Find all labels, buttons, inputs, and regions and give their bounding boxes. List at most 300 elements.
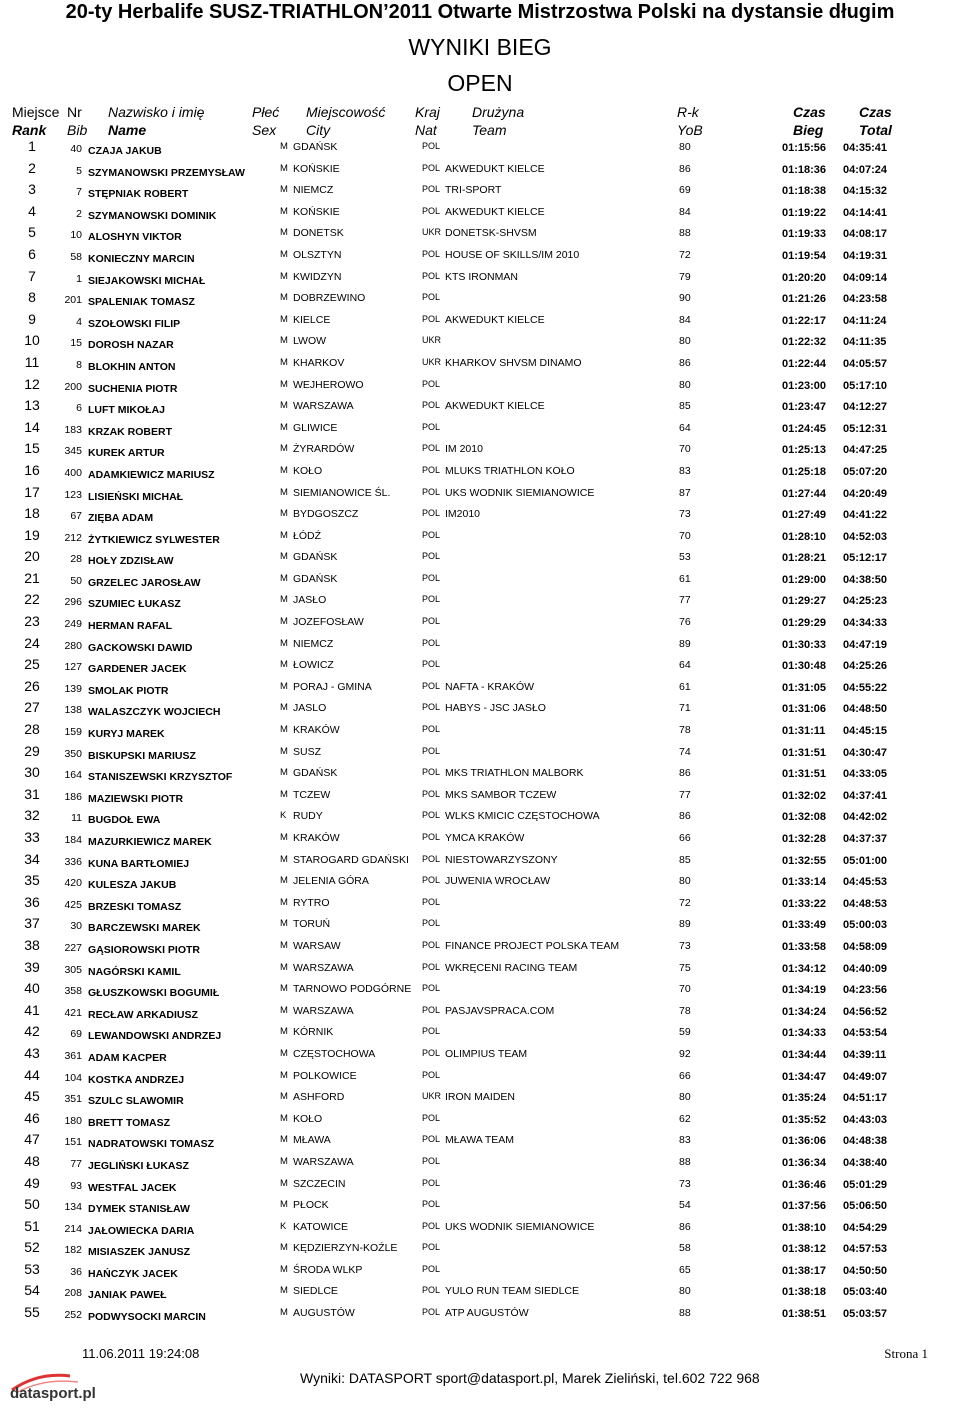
cell-city: MŁAWA: [293, 1134, 331, 1147]
cell-total: 04:23:56: [843, 984, 888, 997]
cell-nat: POL: [422, 810, 441, 821]
cell-name: GŁUSZKOWSKI BOGUMIŁ: [88, 987, 220, 1000]
cell-bieg: 01:36:34: [782, 1156, 827, 1169]
cell-city: KOŁO: [293, 464, 323, 477]
cell-bieg: 01:30:48: [782, 660, 827, 673]
cell-yob: 80: [679, 875, 691, 888]
cell-bib: 77: [70, 1157, 82, 1170]
cell-rank: 47: [24, 1131, 40, 1148]
cell-rank: 13: [24, 397, 40, 414]
cell-total: 05:01:29: [843, 1178, 888, 1191]
cell-nat: UKR: [422, 227, 442, 238]
header-city-pl: Miejscowość: [306, 104, 386, 120]
table-row: [0, 139, 960, 161]
cell-total: 04:58:09: [843, 940, 888, 953]
cell-total: 04:50:50: [843, 1264, 888, 1277]
cell-city: KRAKÓW: [293, 832, 340, 844]
cell-total: 04:09:14: [843, 271, 888, 284]
cell-rank: 45: [24, 1088, 40, 1105]
cell-rank: 2: [28, 159, 36, 176]
cell-bib: 186: [64, 790, 82, 803]
cell-sex: M: [280, 767, 288, 779]
cell-city: ASHFORD: [293, 1091, 345, 1104]
cell-rank: 24: [24, 634, 40, 651]
cell-rank: 30: [24, 764, 40, 781]
cell-name: GRZELEC JAROSŁAW: [88, 576, 201, 589]
cell-team: MLUKS TRIATHLON KOŁO: [445, 464, 575, 477]
cell-sex: M: [280, 896, 288, 908]
cell-bieg: 01:20:20: [782, 271, 827, 284]
cell-rank: 7: [28, 267, 36, 284]
cell-sex: M: [280, 637, 288, 649]
cell-team: TRI-SPORT: [445, 184, 502, 197]
cell-name: BRETT TOMASZ: [88, 1116, 171, 1129]
cell-sex: M: [280, 1285, 288, 1297]
cell-name: CZAJA JAKUB: [88, 145, 162, 157]
cell-rank: 16: [24, 461, 40, 478]
cell-city: NIEMCZ: [293, 184, 334, 197]
cell-yob: 86: [679, 810, 691, 823]
cell-team: AKWEDUKT KIELCE: [445, 205, 545, 218]
cell-bib: 280: [64, 639, 82, 652]
cell-team: MKS TRIATHLON MALBORK: [445, 767, 584, 780]
cell-nat: POL: [422, 248, 441, 259]
cell-total: 04:39:11: [843, 1048, 887, 1061]
table-row: [0, 571, 960, 593]
header-yob-pl: R-k: [677, 104, 699, 120]
cell-bieg: 01:30:33: [782, 638, 827, 651]
cell-sex: M: [280, 983, 288, 995]
cell-rank: 27: [24, 699, 40, 716]
cell-nat: POL: [422, 1026, 441, 1037]
results-credit: Wyniki: DATASPORT sport@datasport.pl, Marek Zieliński, tel.602 722 968: [300, 1370, 760, 1386]
cell-name: SUCHENIA PIOTR: [88, 382, 178, 395]
cell-city: OLSZTYN: [293, 248, 342, 261]
cell-sex: M: [280, 1004, 288, 1016]
table-row: [0, 614, 960, 636]
cell-city: ŻYRARDÓW: [293, 443, 355, 456]
cell-yob: 66: [679, 1069, 691, 1082]
header-name: [108, 103, 204, 139]
cell-city: GDAŃSK: [293, 767, 338, 780]
cell-yob: 64: [679, 421, 691, 434]
cell-rank: 1: [28, 138, 36, 154]
cell-bieg: 01:38:12: [782, 1243, 827, 1256]
cell-yob: 65: [679, 1263, 691, 1276]
cell-name: JANIAK PAWEŁ: [88, 1289, 167, 1302]
cell-sex: M: [280, 141, 288, 152]
cell-bieg: 01:32:55: [782, 854, 827, 867]
cell-total: 04:15:32: [843, 185, 888, 198]
header-city: [306, 103, 385, 139]
cell-name: PODWYSOCKI MARCIN: [88, 1311, 206, 1324]
cell-rank: 4: [28, 202, 36, 219]
cell-nat: POL: [422, 853, 441, 864]
cell-rank: 49: [24, 1174, 40, 1191]
table-row: [0, 1068, 960, 1090]
cell-yob: 92: [679, 1047, 691, 1060]
cell-team: AKWEDUKT KIELCE: [445, 400, 545, 413]
header-bib-en: Bib: [67, 122, 88, 138]
cell-city: JELENIA GÓRA: [293, 875, 369, 888]
cell-bib: 201: [64, 294, 82, 307]
cell-bieg: 01:32:08: [782, 811, 827, 824]
cell-bib: 425: [64, 898, 82, 911]
cell-nat: POL: [422, 313, 441, 324]
cell-bieg: 01:36:06: [782, 1135, 827, 1148]
cell-yob: 70: [679, 443, 691, 456]
cell-bib: 208: [64, 1287, 82, 1300]
cell-total: 05:06:50: [843, 1200, 888, 1213]
cell-city: WARSZAWA: [293, 1155, 354, 1168]
cell-team: HOUSE OF SKILLS/IM 2010: [445, 248, 580, 261]
cell-city: AUGUSTÓW: [293, 1307, 355, 1320]
cell-city: KOŁO: [293, 1112, 323, 1125]
cell-sex: M: [280, 1307, 288, 1319]
cell-sex: M: [280, 443, 288, 455]
cell-yob: 75: [679, 961, 691, 974]
cell-rank: 25: [24, 656, 40, 673]
table-row: [0, 636, 960, 658]
cell-bieg: 01:35:24: [782, 1092, 827, 1105]
cell-nat: POL: [422, 464, 441, 475]
cell-yob: 59: [679, 1026, 691, 1039]
cell-bib: 350: [64, 747, 82, 760]
cell-nat: POL: [422, 983, 441, 994]
cell-total: 04:52:03: [843, 530, 888, 543]
cell-yob: 76: [679, 616, 691, 629]
cell-bib: 5: [76, 164, 82, 177]
cell-nat: POL: [422, 594, 441, 605]
cell-total: 04:40:09: [843, 962, 888, 975]
cell-sex: M: [280, 292, 288, 304]
header-team: [472, 103, 524, 139]
cell-bieg: 01:29:29: [782, 617, 827, 630]
cell-nat: POL: [422, 529, 441, 540]
cell-city: GDAŃSK: [293, 551, 338, 564]
cell-sex: M: [280, 961, 288, 973]
cell-nat: POL: [422, 745, 441, 756]
cell-nat: POL: [422, 961, 441, 972]
header-yob-en: YoB: [677, 122, 703, 138]
table-row: [0, 1197, 960, 1219]
cell-bib: 400: [64, 466, 82, 479]
cell-sex: M: [280, 205, 288, 217]
cell-name: LEWANDOWSKI ANDRZEJ: [88, 1030, 222, 1043]
cell-bib: 361: [64, 1049, 82, 1062]
cell-nat: POL: [422, 1263, 441, 1274]
table-row: [0, 938, 960, 960]
cell-total: 04:48:38: [843, 1135, 888, 1148]
cell-yob: 78: [679, 724, 691, 737]
cell-name: MAZURKIEWICZ MAREK: [88, 836, 212, 848]
cell-city: GLIWICE: [293, 421, 338, 434]
table-row: [0, 1132, 960, 1154]
cell-bieg: 01:31:05: [782, 681, 827, 694]
cell-rank: 6: [28, 245, 36, 262]
table-row: [0, 722, 960, 744]
cell-nat: POL: [422, 659, 441, 670]
cell-total: 04:45:53: [843, 876, 888, 889]
cell-bib: 305: [64, 963, 82, 976]
header-bib: [67, 103, 87, 139]
cell-nat: POL: [422, 141, 441, 151]
cell-bib: 252: [64, 1309, 82, 1322]
header-total-pl: Czas: [859, 104, 892, 120]
header-sex: [252, 103, 279, 139]
cell-nat: POL: [422, 378, 441, 389]
cell-sex: M: [280, 702, 288, 714]
cell-nat: POL: [422, 1199, 441, 1210]
cell-name: LISIEŃSKI MICHAŁ: [88, 490, 184, 503]
cell-rank: 38: [24, 936, 40, 953]
cell-name: STĘPNIAK ROBERT: [88, 188, 189, 201]
cell-nat: POL: [422, 1004, 441, 1015]
cell-team: YULO RUN TEAM SIEDLCE: [445, 1285, 580, 1298]
cell-total: 05:00:03: [843, 919, 888, 932]
cell-nat: POL: [422, 1155, 441, 1166]
cell-name: GĄSIOROWSKI PIOTR: [88, 943, 201, 956]
cell-bieg: 01:22:17: [782, 314, 827, 327]
cell-yob: 61: [679, 680, 691, 693]
cell-bib: 93: [70, 1179, 82, 1192]
cell-nat: UKR: [422, 1091, 442, 1102]
cell-total: 04:49:07: [843, 1070, 888, 1083]
cell-bieg: 01:22:44: [782, 357, 827, 370]
cell-name: JEGLIŃSKI ŁUKASZ: [88, 1159, 189, 1172]
cell-total: 05:07:20: [843, 465, 888, 478]
table-row: [0, 1219, 960, 1241]
cell-sex: M: [280, 313, 288, 325]
cell-rank: 22: [24, 591, 40, 608]
cell-bib: 138: [64, 704, 82, 717]
cell-rank: 55: [24, 1304, 40, 1321]
cell-yob: 73: [679, 1177, 691, 1190]
cell-yob: 72: [679, 896, 691, 909]
cell-city: WARSZAWA: [293, 400, 354, 413]
header-name-en: Name: [108, 122, 147, 138]
cell-bib: 139: [64, 682, 82, 695]
cell-bib: 4: [76, 315, 82, 328]
cell-nat: POL: [422, 918, 441, 929]
cell-name: KONIECZNY MARCIN: [88, 252, 195, 265]
cell-total: 05:12:31: [843, 422, 888, 435]
cell-rank: 39: [24, 958, 40, 975]
cell-yob: 73: [679, 508, 691, 521]
table-row: [0, 441, 960, 463]
cell-total: 04:19:31: [843, 249, 888, 262]
cell-bieg: 01:29:27: [782, 595, 827, 608]
cell-bib: 11: [71, 812, 82, 825]
cell-sex: M: [280, 184, 288, 196]
cell-city: GDAŃSK: [293, 141, 338, 153]
cell-yob: 80: [679, 1091, 691, 1104]
cell-name: DYMEK STANISŁAW: [88, 1203, 190, 1216]
cell-yob: 88: [679, 227, 691, 240]
cell-rank: 40: [24, 980, 40, 997]
cell-total: 04:53:54: [843, 1027, 888, 1040]
cell-bieg: 01:24:45: [782, 422, 827, 435]
cell-name: SZOŁOWSKI FILIP: [88, 317, 181, 330]
cell-total: 05:03:40: [843, 1286, 888, 1299]
cell-bib: 249: [64, 618, 82, 631]
cell-total: 04:45:15: [843, 725, 888, 738]
cell-yob: 86: [679, 1220, 691, 1233]
cell-sex: M: [280, 270, 288, 282]
cell-bib: 151: [64, 1136, 82, 1149]
table-row: [0, 1176, 960, 1198]
cell-total: 04:05:57: [843, 357, 888, 370]
cell-rank: 33: [24, 829, 40, 845]
cell-nat: POL: [422, 680, 441, 691]
cell-rank: 14: [24, 418, 40, 435]
header-name-pl: Nazwisko i imię: [108, 104, 205, 120]
cell-city: SIEDLCE: [293, 1285, 338, 1298]
cell-bieg: 01:21:26: [782, 293, 827, 306]
table-row: [0, 787, 960, 809]
cell-yob: 88: [679, 1155, 691, 1168]
table-row: [0, 355, 960, 377]
cell-bib: 7: [76, 186, 82, 199]
cell-rank: 53: [24, 1260, 40, 1277]
cell-bieg: 01:25:13: [782, 444, 827, 457]
cell-city: POLKOWICE: [293, 1069, 357, 1082]
table-row: [0, 744, 960, 766]
cell-nat: UKR: [422, 335, 442, 346]
cell-name: NAGÓRSKI KAMIL: [88, 965, 181, 978]
cell-nat: POL: [422, 572, 441, 583]
cell-bib: 30: [70, 920, 82, 933]
header-bieg-en: Bieg: [793, 122, 824, 138]
table-row: [0, 960, 960, 982]
cell-sex: M: [280, 939, 288, 951]
cell-yob: 66: [679, 832, 691, 844]
cell-name: SZYMANOWSKI DOMINIK: [88, 209, 217, 222]
cell-yob: 89: [679, 637, 691, 650]
cell-total: 04:48:53: [843, 897, 888, 910]
cell-yob: 88: [679, 1307, 691, 1320]
cell-city: PORAJ - GMINA: [293, 680, 372, 693]
cell-bib: 134: [64, 1201, 82, 1214]
cell-nat: POL: [422, 1112, 441, 1123]
cell-bib: 184: [64, 834, 82, 846]
cell-city: WEJHEROWO: [293, 378, 364, 391]
cell-sex: M: [280, 1263, 288, 1275]
cell-bieg: 01:32:28: [782, 833, 827, 845]
cell-rank: 17: [24, 483, 40, 500]
cell-rank: 20: [24, 548, 40, 565]
cell-bib: 351: [64, 1093, 82, 1106]
cell-yob: 79: [679, 270, 691, 283]
cell-sex: M: [280, 853, 288, 865]
cell-yob: 62: [679, 1112, 691, 1125]
table-row: [0, 269, 960, 291]
cell-name: MAZIEWSKI PIOTR: [88, 792, 184, 805]
cell-bieg: 01:29:00: [782, 573, 827, 586]
cell-sex: K: [280, 810, 287, 822]
cell-bieg: 01:23:00: [782, 379, 827, 392]
cell-total: 04:55:22: [843, 681, 888, 694]
cell-total: 04:47:19: [843, 638, 888, 651]
table-row: [0, 161, 960, 183]
cell-rank: 35: [24, 872, 40, 889]
cell-city: KOŃSKIE: [293, 162, 340, 175]
cell-bib: 58: [70, 250, 82, 263]
cell-sex: M: [280, 529, 288, 541]
cell-rank: 37: [24, 915, 40, 932]
cell-nat: POL: [422, 486, 441, 497]
cell-name: BISKUPSKI MARIUSZ: [88, 749, 196, 762]
cell-bieg: 01:18:36: [782, 163, 827, 176]
cell-sex: M: [280, 508, 288, 520]
table-row: [0, 1046, 960, 1068]
cell-nat: POL: [422, 400, 441, 411]
table-row: [0, 1024, 960, 1046]
cell-name: WALASZCZYK WOJCIECH: [88, 706, 221, 719]
cell-sex: M: [280, 421, 288, 433]
cell-team: HABYS - JSC JASŁO: [445, 702, 546, 715]
header-rank-pl: Miejsce: [12, 104, 60, 120]
cell-rank: 46: [24, 1109, 40, 1126]
table-row: [0, 506, 960, 528]
table-row: [0, 916, 960, 938]
cell-name: HAŃCZYK JACEK: [88, 1267, 178, 1280]
cell-team: IM2010: [445, 508, 481, 521]
cell-city: STAROGARD GDAŃSKI: [293, 853, 409, 866]
cell-name: ŻYTKIEWICZ SYLWESTER: [88, 533, 220, 546]
cell-bieg: 01:34:12: [782, 962, 827, 975]
cell-rank: 9: [28, 310, 36, 327]
cell-sex: M: [280, 400, 288, 412]
cell-bib: 50: [70, 574, 82, 587]
table-row: [0, 333, 960, 355]
cell-nat: POL: [422, 443, 441, 454]
cell-nat: POL: [422, 875, 441, 886]
cell-nat: POL: [422, 788, 441, 799]
cell-rank: 52: [24, 1239, 40, 1256]
cell-yob: 90: [679, 292, 691, 305]
cell-bieg: 01:19:54: [782, 249, 827, 262]
cell-bieg: 01:23:47: [782, 401, 827, 414]
cell-rank: 18: [24, 505, 40, 522]
cell-nat: POL: [422, 616, 441, 627]
header-bib-pl: Nr: [67, 104, 82, 120]
cell-yob: 70: [679, 983, 691, 996]
cell-sex: M: [280, 832, 288, 843]
table-row: [0, 679, 960, 701]
cell-sex: M: [280, 1026, 288, 1038]
cell-sex: M: [280, 1047, 288, 1059]
cell-nat: POL: [422, 205, 441, 216]
cell-yob: 58: [679, 1242, 691, 1255]
cell-nat: POL: [422, 292, 441, 303]
cell-bieg: 01:31:11: [782, 725, 826, 738]
cell-sex: M: [280, 486, 288, 498]
cell-total: 05:03:57: [843, 1308, 888, 1321]
cell-name: SZULC SLAWOMIR: [88, 1095, 184, 1108]
cell-sex: M: [280, 594, 288, 606]
cell-total: 04:20:49: [843, 487, 888, 500]
table-row: [0, 1089, 960, 1111]
cell-bib: 296: [64, 596, 82, 609]
cell-team: FINANCE PROJECT POLSKA TEAM: [445, 939, 620, 952]
cell-yob: 80: [679, 335, 691, 348]
cell-rank: 43: [24, 1044, 40, 1061]
cell-nat: POL: [422, 767, 441, 778]
cell-yob: 80: [679, 141, 691, 153]
cell-sex: M: [280, 616, 288, 628]
cell-name: BUGDOŁ EWA: [88, 814, 161, 827]
